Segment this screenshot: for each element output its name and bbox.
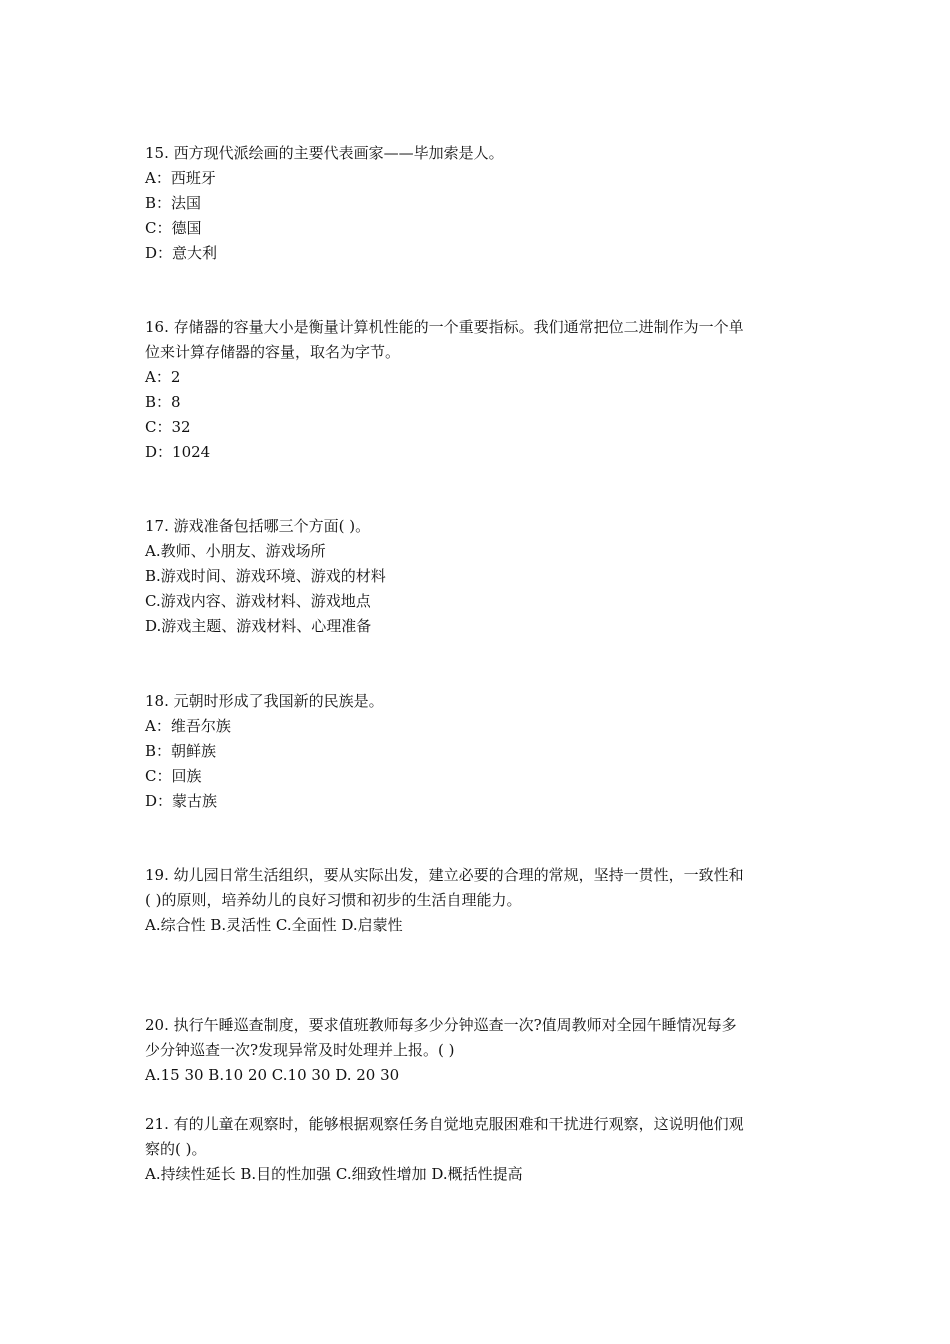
option-b: B：朝鲜族 bbox=[145, 742, 217, 760]
option-a: A.教师、小朋友、游戏场所 bbox=[145, 542, 326, 560]
answer-options-line: A.持续性延长 B.目的性加强 C.细致性增加 D.概括性提高 bbox=[145, 1165, 523, 1183]
option-d: D.游戏主题、游戏材料、心理准备 bbox=[145, 617, 372, 635]
question-stem-line-1: 20. 执行午睡巡查制度，要求值班教师每多少分钟巡查一次?值周教师对全园午睡情况每多 bbox=[145, 1016, 737, 1034]
question-18 bbox=[145, 689, 813, 814]
question-stem: 17. 游戏准备包括哪三个方面( )。 bbox=[145, 517, 371, 535]
question-17 bbox=[145, 514, 813, 639]
question-stem-line-2: 少分钟巡查一次?发现异常及时处理并上报。( ) bbox=[145, 1041, 455, 1059]
option-d: D：1024 bbox=[145, 443, 211, 461]
question-stem: 15. 西方现代派绘画的主要代表画家——毕加索是人。 bbox=[145, 144, 504, 162]
option-c: C：回族 bbox=[145, 767, 202, 785]
question-stem-line-1: 16. 存储器的容量大小是衡量计算机性能的一个重要指标。我们通常把位二进制作为一个单 bbox=[145, 318, 744, 336]
question-19 bbox=[145, 863, 813, 938]
option-a: A：西班牙 bbox=[145, 169, 216, 187]
option-b: B.游戏时间、游戏环境、游戏的材料 bbox=[145, 567, 386, 585]
option-b: B：法国 bbox=[145, 194, 202, 212]
question-15 bbox=[145, 141, 813, 266]
question-20 bbox=[145, 1013, 813, 1088]
question-stem: 18. 元朝时形成了我国新的民族是。 bbox=[145, 692, 384, 710]
question-16 bbox=[145, 315, 813, 465]
option-c: C：32 bbox=[145, 418, 191, 436]
option-a: A：2 bbox=[145, 368, 181, 386]
question-stem-line-2: ( )的原则，培养幼儿的良好习惯和初步的生活自理能力。 bbox=[145, 891, 522, 909]
option-c: C：德国 bbox=[145, 219, 202, 237]
option-d: D：蒙古族 bbox=[145, 792, 218, 810]
option-a: A：维吾尔族 bbox=[145, 717, 231, 735]
option-c: C.游戏内容、游戏材料、游戏地点 bbox=[145, 592, 371, 610]
question-stem-line-2: 察的( )。 bbox=[145, 1140, 207, 1158]
question-stem-line-2: 位来计算存储器的容量，取名为字节。 bbox=[145, 343, 401, 361]
option-b: B：8 bbox=[145, 393, 181, 411]
question-stem-line-1: 21. 有的儿童在观察时，能够根据观察任务自觉地克服困难和干扰进行观察，这说明他们观 bbox=[145, 1115, 744, 1133]
option-d: D：意大利 bbox=[145, 244, 218, 262]
answer-options-line: A.综合性 B.灵活性 C.全面性 D.启蒙性 bbox=[145, 916, 403, 934]
question-stem-line-1: 19. 幼儿园日常生活组织，要从实际出发，建立必要的合理的常规，坚持一贯性，一致性和 bbox=[145, 866, 744, 884]
answer-options-line: A.15 30 B.10 20 C.10 30 D. 20 30 bbox=[145, 1066, 400, 1084]
question-21 bbox=[145, 1112, 813, 1187]
